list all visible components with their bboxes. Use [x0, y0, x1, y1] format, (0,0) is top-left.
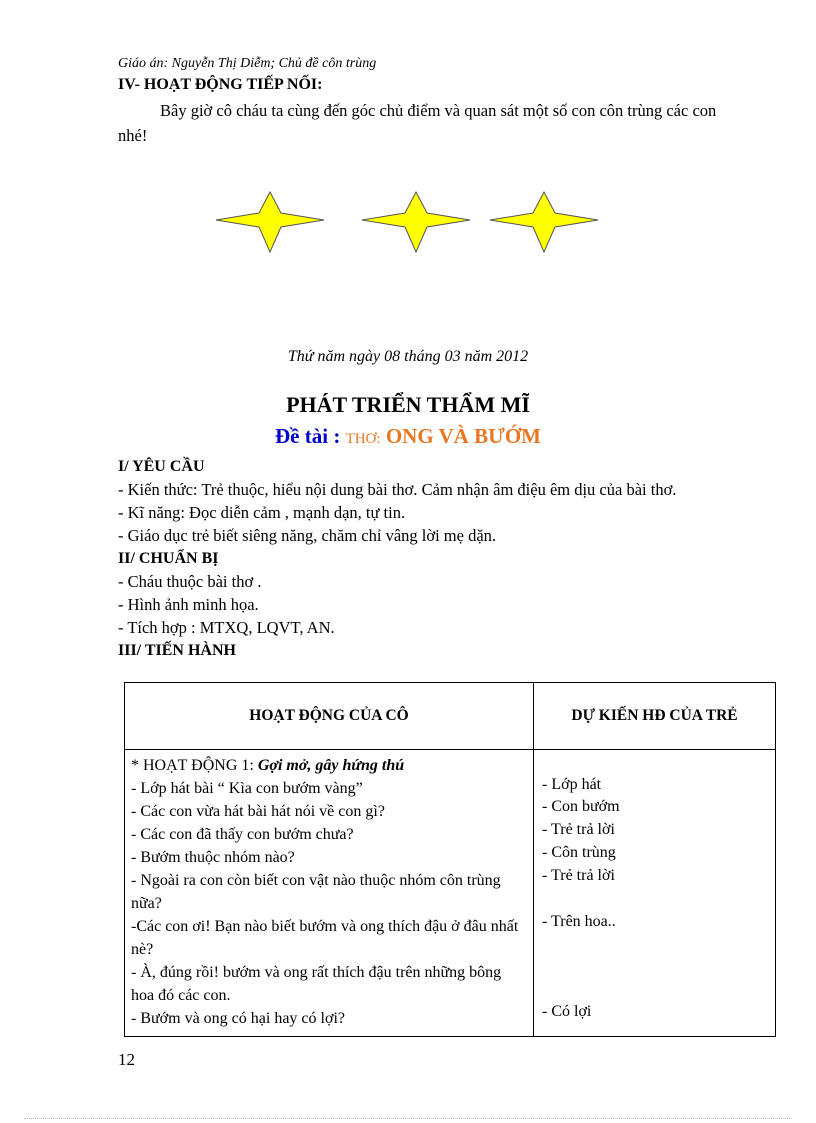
lesson-date: Thứ năm ngày 08 tháng 03 năm 2012 — [287, 348, 529, 365]
activity-prefix: * HOẠT ĐỘNG 1: — [131, 757, 258, 774]
teacher-line: - Các con vừa hát bài hát nói về con gì? — [131, 803, 385, 820]
lesson-content — [118, 455, 718, 662]
child-line: - Con bướm — [542, 798, 620, 815]
section-iv-text: Bây giờ cô cháu ta cùng đến góc chủ điểm và quan sát một số con côn trùng các con nhé! — [118, 101, 717, 145]
star-icon — [490, 192, 598, 252]
col-teacher-header: HOẠT ĐỘNG CỦA CÔ — [125, 683, 534, 750]
topic-label: Đề tài : — [275, 424, 346, 448]
teacher-line: - Ngoài ra con còn biết con vật nào thuộc nhóm côn trùng nữa? — [131, 872, 501, 912]
lesson-topic — [0, 424, 816, 449]
procedure-heading: III/ TIẾN HÀNH — [118, 642, 236, 659]
star-icon — [362, 192, 470, 252]
preparation-heading: II/ CHUẨN BỊ — [118, 550, 219, 567]
preparation-item: - Tích hợp : MTXQ, LQVT, AN. — [118, 618, 335, 637]
topic-prefix: THƠ: — [345, 431, 381, 447]
preparation-item: - Hình ảnh minh họa. — [118, 595, 259, 614]
child-responses-cell — [534, 750, 776, 1037]
lesson-title: PHÁT TRIỂN THẨM MĨ — [286, 392, 530, 417]
requirement-item: - Kiến thức: Trẻ thuộc, hiểu nội dung bài thơ. Cảm nhận âm điệu êm dịu của bài thơ. — [118, 480, 677, 499]
decorative-stars — [0, 180, 816, 270]
page-number: 12 — [118, 1050, 135, 1069]
requirement-item: - Kĩ năng: Đọc diễn cảm , mạnh dạn, tự tin. — [118, 503, 406, 522]
activity-table — [124, 682, 776, 1037]
teacher-line: - Bướm và ong có hại hay có lợi? — [131, 1010, 345, 1027]
table-header-row — [125, 683, 776, 750]
col-child-header: DỰ KIẾN HĐ CỦA TRẺ — [534, 683, 776, 750]
topic-name: ONG VÀ BƯỚM — [380, 424, 541, 448]
activity-title: Gợi mở, gây hứng thú — [257, 757, 405, 774]
footer-divider — [24, 1118, 792, 1119]
section-iv-heading: IV- HOẠT ĐỘNG TIẾP NỐI: — [118, 76, 323, 93]
preparation-item: - Cháu thuộc bài thơ . — [118, 572, 262, 591]
teacher-line: - Các con đã thấy con bướm chưa? — [131, 826, 354, 843]
child-line: - Trẻ trả lời — [542, 821, 615, 838]
requirement-item: - Giáo dục trẻ biết siêng năng, chăm chỉ vâng lời mẹ dặn. — [118, 526, 497, 545]
teacher-line: - Bướm thuộc nhóm nào? — [131, 849, 295, 866]
activity-heading — [131, 754, 527, 777]
child-line: - Lớp hát — [542, 776, 602, 793]
requirements-heading: I/ YÊU CẦU — [118, 458, 205, 475]
child-line: - Trẻ trả lời — [542, 867, 615, 884]
table-row — [125, 750, 776, 1037]
teacher-line: -Các con ơi! Bạn nào biết bướm và ong thích đậu ở đâu nhất nè? — [131, 918, 519, 958]
teacher-line: - À, đúng rồi! bướm và ong rất thích đậu trên những bông hoa đó các con. — [131, 964, 502, 1004]
teacher-line: - Lớp hát bài “ Kìa con bướm vàng” — [131, 780, 363, 797]
child-line: - Có lợi — [542, 1003, 592, 1020]
document-header: Giáo án: Nguyễn Thị Diễm; Chủ đề côn trùng — [118, 56, 377, 71]
teacher-activities-cell — [125, 750, 534, 1037]
child-line: - Trên hoa.. — [542, 913, 616, 930]
child-line: - Côn trùng — [542, 844, 616, 861]
star-icon — [216, 192, 324, 252]
